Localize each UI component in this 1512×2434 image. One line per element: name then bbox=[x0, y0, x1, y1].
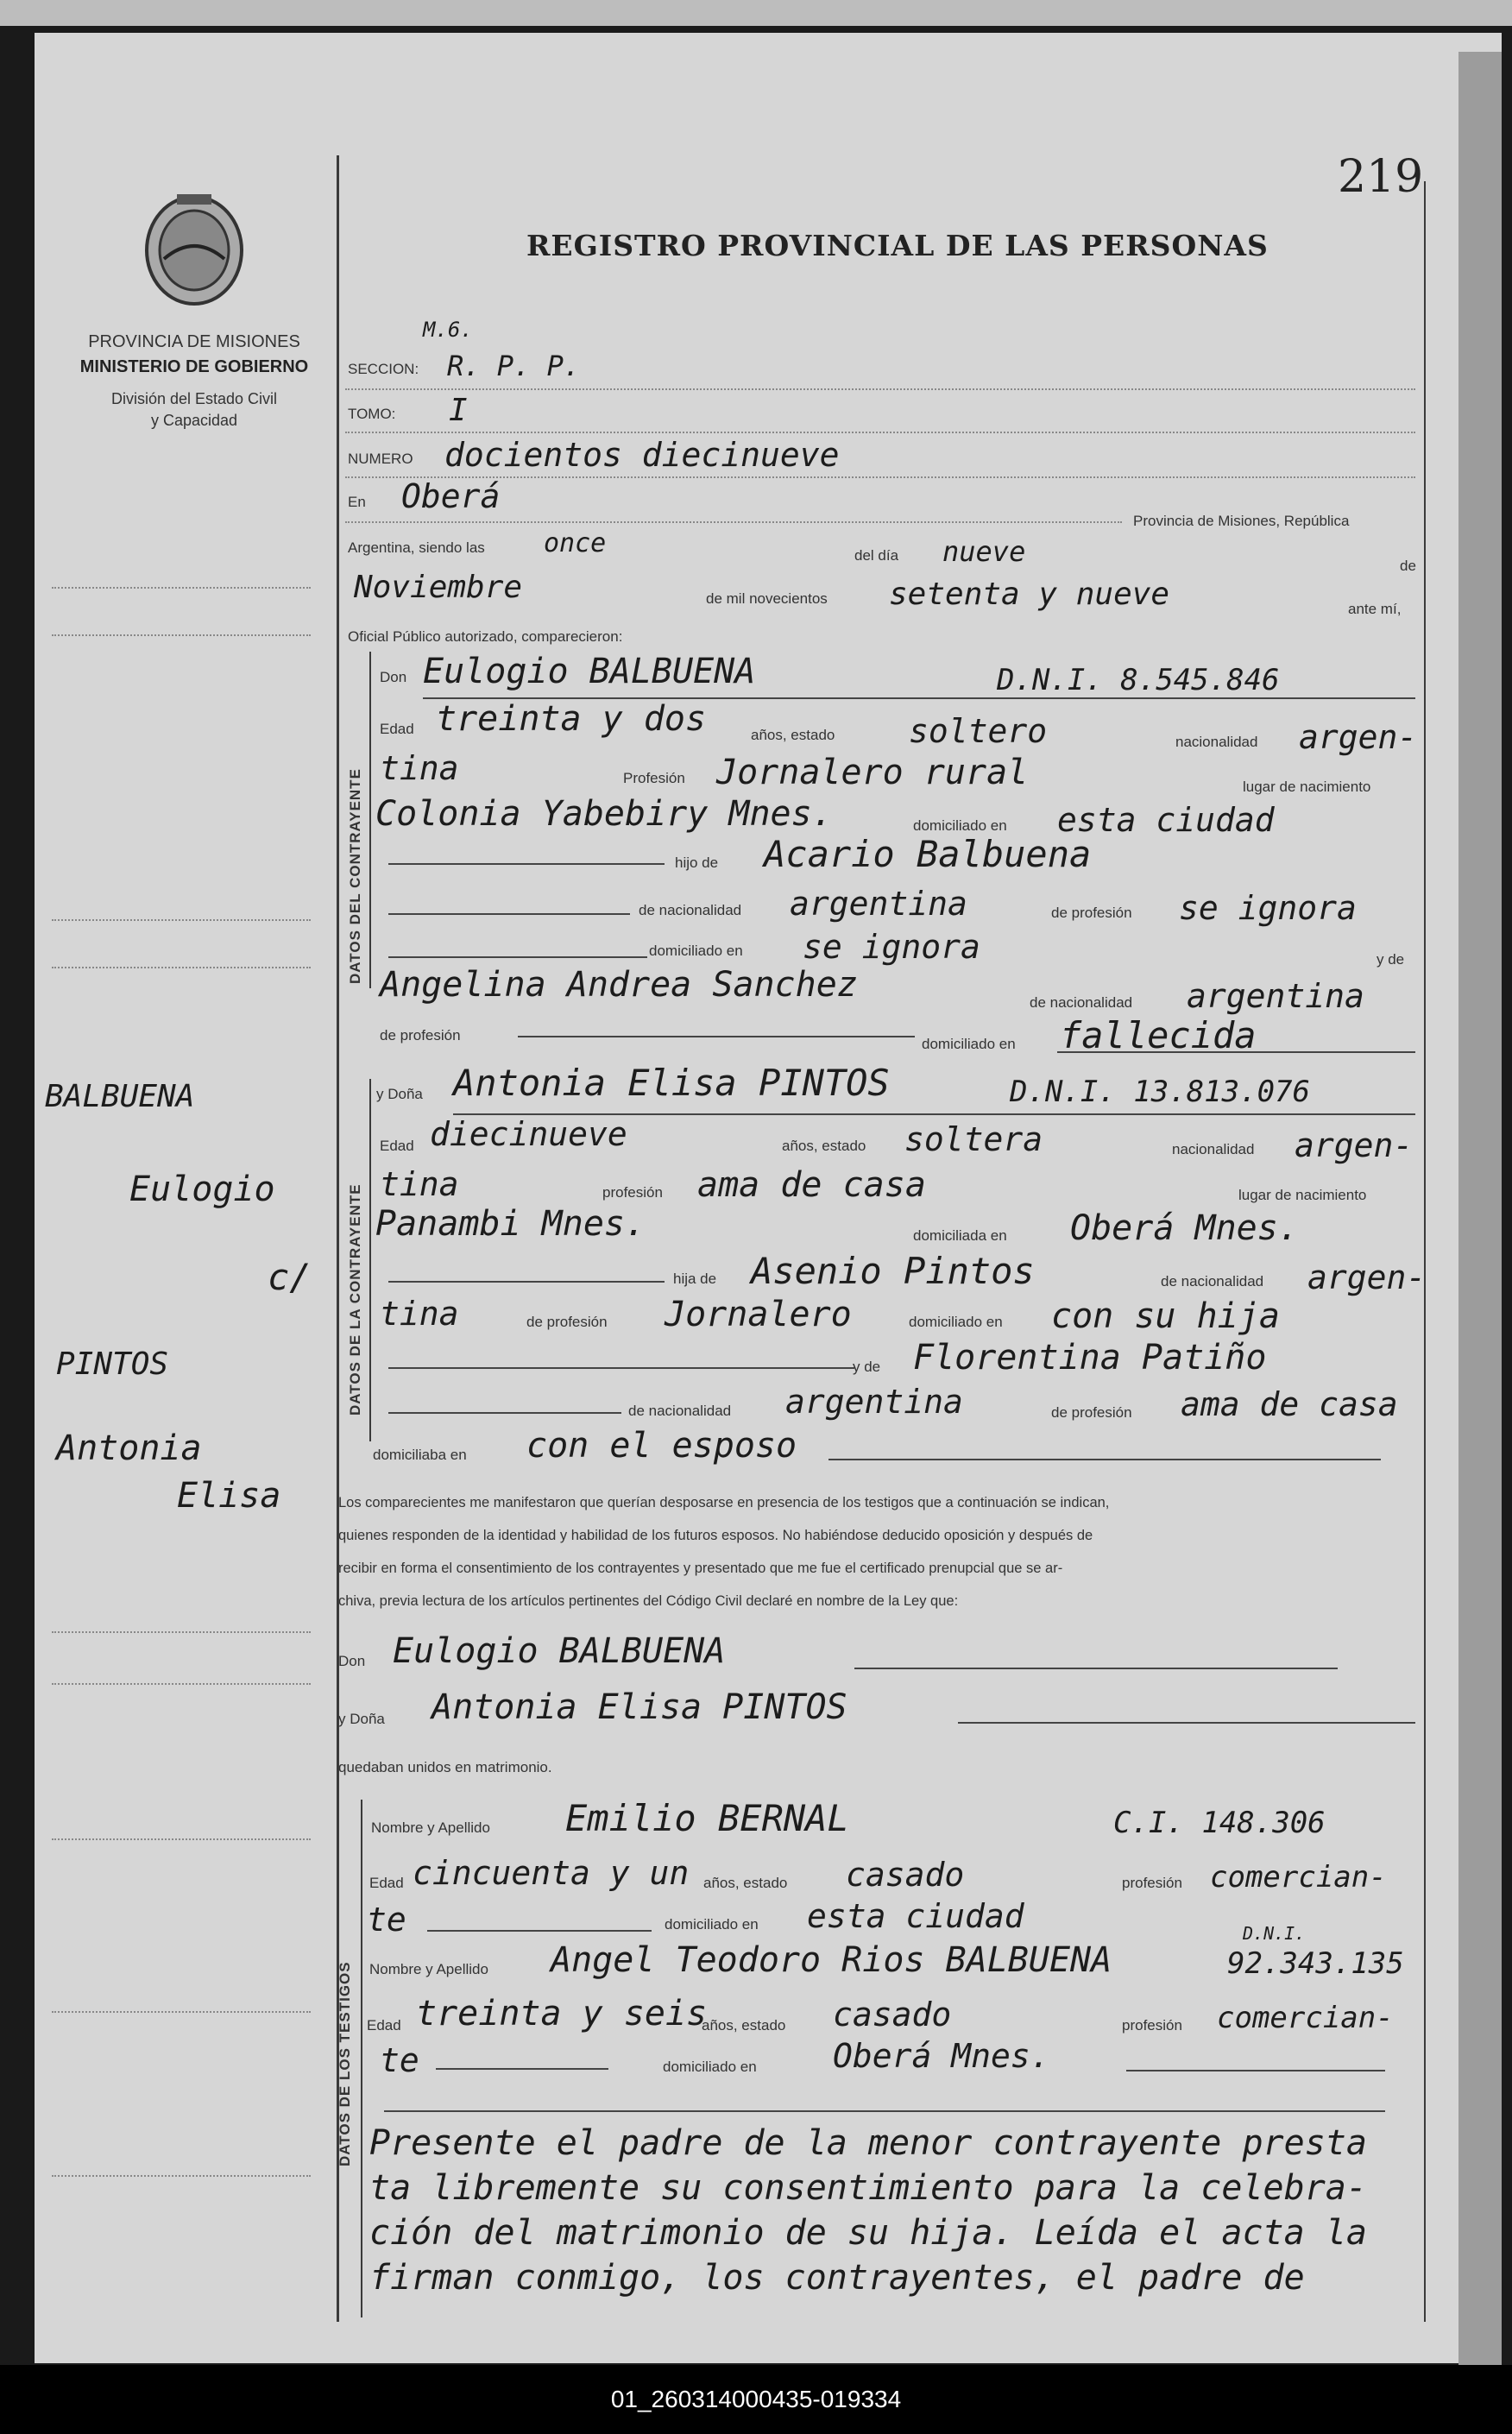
rule-line bbox=[1057, 1051, 1415, 1053]
contrayente-f-lugar-nac: Panambi Mnes. bbox=[375, 1204, 646, 1244]
contrayente-profesion: Jornalero rural bbox=[716, 753, 1029, 792]
rule-line bbox=[388, 1281, 665, 1283]
province-name: PROVINCIA DE MISIONES bbox=[88, 332, 300, 351]
rule-line bbox=[345, 521, 1122, 523]
t1-domiciliado-label: domiciliado en bbox=[665, 1916, 759, 1933]
dia-value: nueve bbox=[942, 535, 1026, 568]
padre-domicilio: se ignora bbox=[803, 928, 980, 966]
contrayente-f-edad: diecinueve bbox=[430, 1115, 627, 1153]
declaration-line3: recibir en forma el consentimiento de los contrayentes y presentado que me fue el certificado prenupcial que se ar- bbox=[338, 1561, 1063, 1576]
note-line3: ción del matrimonio de su hija. Leída el acta la bbox=[369, 2213, 1367, 2253]
de-profesion-label-f: de profesión bbox=[526, 1314, 608, 1330]
madre-f-profesion: ama de casa bbox=[1181, 1385, 1398, 1423]
de-mil-label: de mil novecientos bbox=[706, 590, 828, 607]
t2-anios-estado: años, estado bbox=[702, 2017, 786, 2034]
domiciliado-en-label: domiciliado en bbox=[649, 943, 743, 959]
rule-line bbox=[345, 476, 1415, 478]
testigo1-profesion: comercian- bbox=[1210, 1860, 1387, 1895]
nacionalidad-label: nacionalidad bbox=[1175, 734, 1258, 750]
rule-line bbox=[518, 1036, 915, 1037]
contrayente-domicilio: esta ciudad bbox=[1057, 801, 1275, 839]
contrayente-f-madre: Florentina Patiño bbox=[913, 1338, 1267, 1378]
padre-profesion: se ignora bbox=[1179, 889, 1357, 927]
contrayente-edad: treinta y dos bbox=[436, 699, 707, 739]
image-id-bar: 01_260314000435-019334 bbox=[0, 2365, 1512, 2434]
rule-line bbox=[345, 432, 1415, 433]
edad-label: Edad bbox=[380, 721, 414, 737]
t2-edad-label: Edad bbox=[367, 2017, 401, 2034]
anio-value: setenta y nueve bbox=[889, 577, 1170, 612]
contrayente-madre: Angelina Andrea Sanchez bbox=[380, 965, 858, 1005]
rule-line bbox=[388, 913, 630, 915]
note-line2: ta libremente su consentimiento para la celebra- bbox=[369, 2168, 1367, 2208]
testigo1-estado: casado bbox=[846, 1856, 965, 1894]
t2-nombre-label: Nombre y Apellido bbox=[369, 1961, 488, 1977]
right-border bbox=[1424, 181, 1426, 2322]
domiciliaba-label: domiciliaba en bbox=[373, 1447, 467, 1463]
rule-line bbox=[388, 956, 647, 958]
de-nacionalidad-label-f: de nacionalidad bbox=[1161, 1273, 1264, 1290]
rule-line bbox=[345, 388, 1415, 390]
argentina-text: Argentina, siendo las bbox=[348, 539, 485, 556]
testigo2-nombre: Angel Teodoro Rios BALBUENA bbox=[551, 1940, 1112, 1980]
hija-de-label: hija de bbox=[673, 1271, 717, 1287]
lugar-nac-label: lugar de nacimiento bbox=[1243, 779, 1371, 795]
decl-don-value: Eulogio BALBUENA bbox=[393, 1631, 726, 1671]
margin-conj: c/ bbox=[268, 1256, 312, 1298]
madre-domicilio-label: domiciliado en bbox=[922, 1036, 1016, 1052]
margin-line bbox=[52, 1838, 311, 1840]
margin-line bbox=[52, 1631, 311, 1633]
contrayente-bracket bbox=[369, 652, 371, 988]
testigo2-dni: 92.343.135 bbox=[1227, 1946, 1404, 1981]
en-value: Oberá bbox=[401, 477, 501, 515]
ministry-name: MINISTERIO DE GOBIERNO bbox=[79, 357, 309, 376]
t2-domiciliado-label: domiciliado en bbox=[663, 2059, 757, 2075]
contrayente-f-section-label: DATOS DE LA CONTRAYENTE bbox=[347, 1183, 363, 1416]
padre-f-nacionalidad-cont: tina bbox=[380, 1295, 459, 1333]
en-label: En bbox=[348, 494, 366, 510]
t1-anios-estado: años, estado bbox=[703, 1875, 788, 1891]
testigo2-domicilio: Oberá Mnes. bbox=[833, 2037, 1050, 2075]
declaration-line2: quienes responden de la identidad y habilidad de los futuros esposos. No habiéndose deducido oposición y después de bbox=[338, 1528, 1093, 1543]
t1-edad-label: Edad bbox=[369, 1875, 404, 1891]
anios-estado-f: años, estado bbox=[782, 1138, 866, 1154]
margin-line bbox=[52, 1683, 311, 1685]
y-de-label: y de bbox=[1377, 951, 1405, 968]
mes-value: Noviembre bbox=[354, 570, 523, 605]
testigo2-edad: treinta y seis bbox=[416, 1994, 708, 2034]
rule-line bbox=[958, 1722, 1415, 1724]
contrayente-f-nacionalidad-cont: tina bbox=[380, 1165, 459, 1203]
provincial-seal-icon bbox=[138, 186, 250, 315]
document-title: REGISTRO PROVINCIAL DE LAS PERSONAS bbox=[526, 229, 1269, 262]
dona-label: y Doña bbox=[376, 1086, 423, 1102]
de-profesion-label: de profesión bbox=[1051, 905, 1132, 921]
testigo1-edad: cincuenta y un bbox=[413, 1854, 690, 1892]
padre-f-nacionalidad: argen- bbox=[1307, 1258, 1427, 1296]
margin-apellido2: PINTOS bbox=[56, 1346, 169, 1382]
testigo1-ci: C.I. 148.306 bbox=[1113, 1806, 1326, 1840]
margin-line bbox=[52, 587, 311, 589]
contrayente-dni: D.N.I. 8.545.846 bbox=[997, 663, 1280, 697]
contrayente-nacionalidad-cont: tina bbox=[380, 749, 459, 787]
rule-line bbox=[388, 1412, 621, 1414]
decl-don-label: Don bbox=[338, 1653, 366, 1669]
madre-profesion-label: de profesión bbox=[380, 1027, 461, 1044]
madre-f-domicilio: con el esposo bbox=[526, 1426, 797, 1466]
declaration-line1: Los comparecientes me manifestaron que querían desposarse en presencia de los testigos que a continuación se indican, bbox=[338, 1495, 1110, 1510]
padre-f-domicilio: con su hija bbox=[1051, 1296, 1280, 1336]
seccion-value: R. P. P. bbox=[447, 350, 581, 382]
margin-line bbox=[52, 2175, 311, 2177]
rule-line bbox=[427, 1930, 652, 1932]
tomo-value: I bbox=[449, 393, 468, 428]
testigo2-profesion: comercian- bbox=[1217, 2001, 1394, 2035]
testigo1-profesion-cont: te bbox=[367, 1901, 406, 1939]
contrayente-f-profesion: ama de casa bbox=[697, 1165, 926, 1205]
contrayente-f-nacionalidad: argen- bbox=[1295, 1126, 1414, 1164]
testigos-section-label: DATOS DE LOS TESTIGOS bbox=[337, 1961, 353, 2166]
contrayente-padre: Acario Balbuena bbox=[764, 833, 1092, 875]
don-label: Don bbox=[380, 669, 407, 685]
domiciliado-en-label-f: domiciliado en bbox=[909, 1314, 1003, 1330]
contrayente-nacionalidad: argen- bbox=[1299, 718, 1418, 756]
margin-nombre1: Eulogio bbox=[129, 1170, 275, 1209]
rule-line bbox=[388, 863, 665, 865]
tomo-label: TOMO: bbox=[348, 406, 396, 422]
decl-dona-value: Antonia Elisa PINTOS bbox=[432, 1687, 847, 1727]
domiciliado-label: domiciliado en bbox=[913, 817, 1007, 834]
seccion-label: SECCION: bbox=[348, 361, 419, 377]
page-edge bbox=[1458, 52, 1502, 2365]
rule-line bbox=[828, 1459, 1381, 1460]
top-edge bbox=[0, 0, 1512, 26]
padre-f-profesion: Jornalero bbox=[665, 1295, 852, 1334]
oficial-text: Oficial Público autorizado, comparecieron: bbox=[348, 628, 623, 645]
anios-estado: años, estado bbox=[751, 727, 835, 743]
rule-line bbox=[436, 2068, 608, 2070]
ante-mi: ante mí, bbox=[1348, 601, 1402, 617]
note-line4: firman conmigo, los contrayentes, el padre de bbox=[369, 2258, 1305, 2298]
rule-line bbox=[1126, 2070, 1385, 2071]
del-dia-label: del día bbox=[854, 547, 899, 564]
testigo2-estado: casado bbox=[833, 1996, 952, 2034]
division-line2: y Capacidad bbox=[150, 412, 238, 429]
rule-line bbox=[388, 1367, 854, 1369]
contrayente-estado: soltero bbox=[909, 712, 1048, 750]
madre-domicilio: fallecida bbox=[1060, 1014, 1257, 1056]
division-line1: División del Estado Civil bbox=[110, 390, 278, 407]
padre-nacionalidad: argentina bbox=[790, 885, 967, 923]
hijo-de-label: hijo de bbox=[675, 854, 719, 871]
contrayente-f-bracket bbox=[369, 1079, 371, 1441]
note-line1: Presente el padre de la menor contrayente presta bbox=[369, 2123, 1367, 2163]
seccion-note: M.6. bbox=[423, 318, 473, 342]
t1-nombre-label: Nombre y Apellido bbox=[371, 1819, 490, 1836]
margin-line bbox=[52, 919, 311, 921]
testigo1-domicilio: esta ciudad bbox=[807, 1897, 1024, 1935]
testigo1-nombre: Emilio BERNAL bbox=[565, 1797, 849, 1839]
madre-nacionalidad: argentina bbox=[1187, 977, 1364, 1015]
contrayente-f-estado: soltera bbox=[904, 1120, 1043, 1158]
madre-f-nacionalidad-label: de nacionalidad bbox=[628, 1403, 732, 1419]
rule-line bbox=[384, 2110, 1385, 2112]
contrayente-f-padre: Asenio Pintos bbox=[751, 1250, 1035, 1292]
testigo2-dni-label: D.N.I. bbox=[1243, 1923, 1306, 1944]
t1-profesion-label: profesión bbox=[1122, 1875, 1182, 1891]
decl-closing: quedaban unidos en matrimonio. bbox=[338, 1759, 552, 1775]
testigo2-profesion-cont: te bbox=[380, 2041, 419, 2079]
contrayente-nombre: Eulogio BALBUENA bbox=[423, 652, 756, 691]
contrayente-section-label: DATOS DEL CONTRAYENTE bbox=[347, 768, 363, 984]
profesion-label-f: profesión bbox=[602, 1184, 663, 1201]
numero-label: NUMERO bbox=[348, 451, 413, 467]
provincia-text: Provincia de Misiones, República bbox=[1133, 513, 1350, 529]
de-label: de bbox=[1400, 558, 1416, 574]
profesion-label: Profesión bbox=[623, 770, 685, 786]
contrayente-lugar-nac: Colonia Yabebiry Mnes. bbox=[375, 794, 833, 834]
madre-f-profesion-label: de profesión bbox=[1051, 1404, 1132, 1421]
t2-profesion-label: profesión bbox=[1122, 2017, 1182, 2034]
margin-nombre2a: Antonia bbox=[56, 1428, 202, 1468]
declaration-line4: chiva, previa lectura de los artículos pertinentes del Código Civil declaré en nombre de la Ley que: bbox=[338, 1593, 959, 1609]
contrayente-f-domicilio: Oberá Mnes. bbox=[1070, 1208, 1299, 1248]
contrayente-f-dni: D.N.I. 13.813.076 bbox=[1010, 1075, 1310, 1109]
margin-line bbox=[52, 967, 311, 968]
y-de-label-f: y de bbox=[853, 1359, 881, 1375]
numero-value: docientos diecinueve bbox=[444, 436, 840, 474]
madre-nacionalidad-label: de nacionalidad bbox=[1030, 994, 1133, 1011]
hora-value: once bbox=[544, 528, 607, 558]
page-number: 219 bbox=[1338, 151, 1424, 203]
margin-nombre2b: Elisa bbox=[177, 1476, 281, 1516]
decl-dona-label: y Doña bbox=[338, 1711, 385, 1727]
margin-line bbox=[52, 634, 311, 636]
domiciliada-label: domiciliada en bbox=[913, 1227, 1007, 1244]
contrayente-f-nombre: Antonia Elisa PINTOS bbox=[453, 1062, 890, 1104]
rule-line bbox=[854, 1668, 1338, 1669]
nacionalidad-label-f: nacionalidad bbox=[1172, 1141, 1255, 1157]
de-nacionalidad-label: de nacionalidad bbox=[639, 902, 742, 918]
madre-f-nacionalidad: argentina bbox=[785, 1383, 963, 1421]
edad-label-f: Edad bbox=[380, 1138, 414, 1154]
lugar-nac-label-f: lugar de nacimiento bbox=[1238, 1187, 1367, 1203]
margin-apellido1: BALBUENA bbox=[45, 1079, 195, 1114]
testigos-bracket bbox=[361, 1800, 362, 2317]
margin-line bbox=[52, 2011, 311, 2013]
